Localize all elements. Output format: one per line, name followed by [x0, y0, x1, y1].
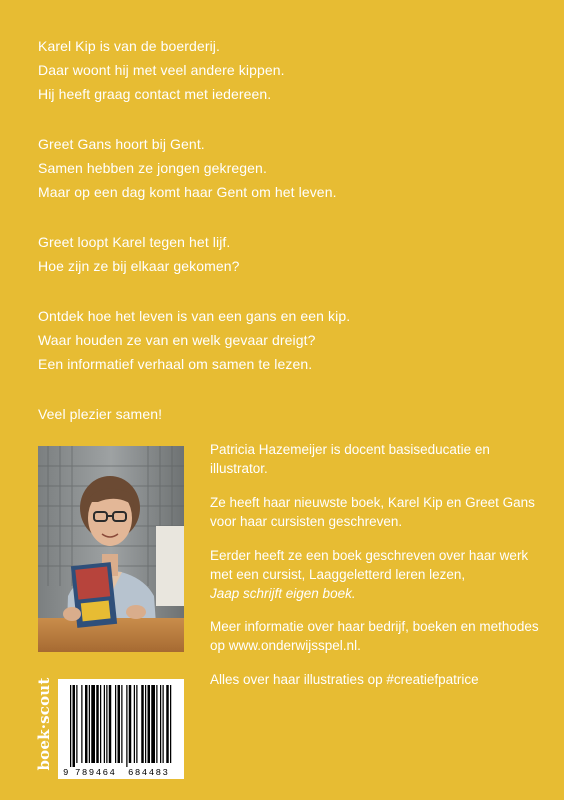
author-bio-paragraph-4: Meer informatie over haar bedrijf, boeken en methodes op www.onderwijsspel.nl. — [210, 619, 539, 653]
blurb-line: Greet Gans hoort bij Gent. — [38, 136, 205, 152]
barcode-bar — [109, 685, 112, 763]
barcode-bar — [73, 685, 76, 767]
barcode-bar — [126, 685, 127, 767]
barcode-bar — [134, 685, 135, 763]
author-photo — [38, 446, 184, 652]
blurb-line: Samen hebben ze jongen gekregen. — [38, 160, 267, 176]
author-bio-paragraph-2: Ze heeft haar nieuwste boek, Karel Kip en Greet Gans voor haar cursisten geschreven. — [210, 495, 535, 529]
blurb-line: Greet loopt Karel tegen het lijf. — [38, 234, 231, 250]
barcode-bar — [91, 685, 95, 763]
isbn-barcode — [58, 679, 184, 779]
barcode-bar — [118, 685, 121, 763]
publisher-logo-text: boek·scout — [35, 677, 53, 771]
barcode-digits-right: 684483 — [128, 768, 170, 778]
blurb-line: Waar houden ze van en welk gevaar dreigt? — [38, 332, 316, 348]
barcode-bar — [145, 685, 146, 763]
barcode-bar — [76, 685, 77, 763]
blurb-line: Maar op een dag komt haar Gent om het leven. — [38, 184, 337, 200]
blurb-closing — [38, 402, 538, 426]
barcode-bar — [166, 685, 169, 763]
barcode-bar — [141, 685, 144, 763]
barcode-bar — [170, 685, 171, 763]
blurb-paragraph-4 — [38, 304, 538, 376]
barcode-bar — [104, 685, 105, 763]
blurb-line: Daar woont hij met veel andere kippen. — [38, 62, 285, 78]
blurb-line: Ontdek hoe het leven is van een gans en een kip. — [38, 308, 351, 324]
author-bio-paragraph-5: Alles over haar illustraties op #creatiefpatrice — [210, 672, 479, 687]
barcode-bars — [58, 679, 184, 779]
blurb-line: Een informatief verhaal om samen te lezen. — [38, 356, 313, 372]
blurb-line: Karel Kip is van de boerderij. — [38, 38, 220, 54]
barcode-bar — [156, 685, 157, 763]
blurb-paragraph-2 — [38, 132, 538, 204]
barcode-bar — [136, 685, 137, 763]
barcode-bar — [115, 685, 116, 763]
barcode-bar — [106, 685, 107, 763]
barcode-bar — [100, 685, 101, 763]
barcode-bar — [89, 685, 90, 763]
barcode-bar — [96, 685, 99, 763]
barcode-bar — [129, 685, 132, 763]
blurb-line: Hij heeft graag contact met iedereen. — [38, 86, 272, 102]
barcode-lead-digit: 9 — [63, 768, 69, 778]
author-bio-paragraph-3 — [210, 546, 545, 603]
barcode-bar — [148, 685, 151, 763]
barcode-bar — [151, 685, 155, 763]
author-bio-paragraph-3-text: Eerder heeft ze een boek geschreven over haar werk met een cursist, Laaggeletterd leren lezen, — [210, 548, 529, 582]
barcode-bar — [160, 685, 161, 763]
barcode-bar — [81, 685, 82, 763]
blurb-paragraph-1 — [38, 34, 538, 106]
barcode-digits-left: 789464 — [75, 768, 117, 778]
blurb-line: Veel plezier samen! — [38, 406, 163, 422]
barcode-bar — [163, 685, 164, 763]
book-title-italic: Jaap schrijft eigen boek. — [210, 586, 356, 601]
blurb-paragraph-3 — [38, 230, 538, 278]
author-bio — [210, 440, 545, 704]
author-bio-paragraph-1: Patricia Hazemeijer is docent basiseducatie en illustrator. — [210, 442, 490, 476]
barcode-bar — [121, 685, 122, 763]
barcode-bar — [85, 685, 88, 763]
barcode-bar — [70, 685, 71, 767]
blurb-line: Hoe zijn ze bij elkaar gekomen? — [38, 258, 240, 274]
publisher-logo — [34, 668, 54, 780]
blurb — [38, 34, 538, 426]
